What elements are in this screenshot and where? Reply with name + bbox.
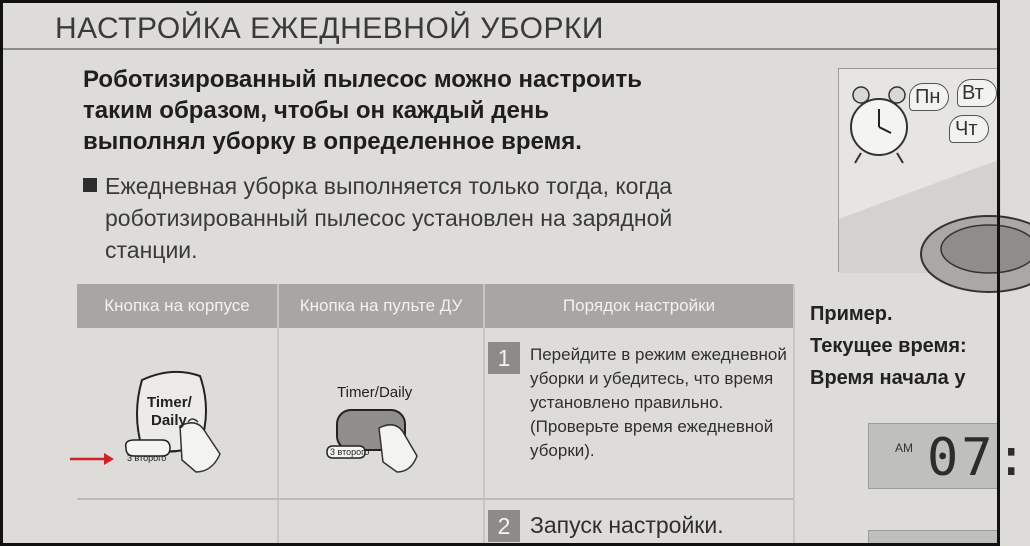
schedule-illustration	[838, 68, 1000, 272]
time-display-secondary	[868, 530, 1000, 546]
intro-text	[83, 64, 803, 157]
hold-seconds-label: 3 второго	[127, 453, 167, 463]
button-label-line: Timer/	[147, 394, 192, 411]
intro-line: Роботизированный пылесос можно настроить	[83, 66, 642, 93]
step-1-text	[530, 343, 787, 463]
step-number-badge: 1	[488, 342, 520, 374]
header-remote-button: Кнопка на пульте ДУ	[279, 284, 483, 328]
time-display	[868, 423, 1030, 489]
note-line: станции.	[105, 237, 198, 263]
header-setup-order: Порядок настройки	[485, 284, 793, 328]
example-block	[810, 298, 967, 394]
row-divider	[77, 498, 793, 500]
body-timer-button	[100, 360, 260, 480]
column-divider	[793, 284, 795, 546]
day-label: Чт	[955, 118, 978, 140]
title-divider	[0, 48, 1000, 50]
day-label: Пн	[915, 86, 941, 108]
day-label: Вт	[962, 82, 984, 104]
page-title: НАСТРОЙКА ЕЖЕДНЕВНОЙ УБОРКИ	[55, 12, 604, 45]
time-digits: 07:	[927, 428, 1030, 488]
step-line: уборки и убедитесь, что время	[530, 369, 774, 388]
hand-press-icon	[325, 380, 455, 480]
button-label-line: Daily	[151, 412, 187, 429]
step-line: Перейдите в режим ежедневной	[530, 345, 787, 364]
intro-line: выполнял уборку в определенное время.	[83, 128, 582, 155]
intro-line: таким образом, чтобы он каждый день	[83, 97, 550, 124]
note-line: Ежедневная уборка выполняется только тогда, когда	[105, 173, 673, 199]
red-arrow-icon	[70, 452, 114, 466]
remote-timer-button	[325, 380, 455, 480]
square-bullet-icon	[83, 178, 97, 192]
example-line: Пример.	[810, 303, 893, 325]
note-block	[83, 170, 803, 266]
column-divider	[277, 284, 279, 546]
step-number-badge: 2	[488, 510, 520, 542]
hold-seconds-label: 3 второго	[330, 447, 370, 457]
step-line: установлено правильно.	[530, 393, 724, 412]
note-line: роботизированный пылесос установлен на зарядной	[105, 205, 673, 231]
remote-button-label: Timer/Daily	[337, 384, 413, 401]
header-body-button: Кнопка на корпусе	[77, 284, 277, 328]
am-indicator: AM	[895, 441, 913, 455]
step-2-text: Запуск настройки.	[530, 512, 724, 538]
step-line: уборки).	[530, 441, 595, 460]
example-line: Текущее время:	[810, 335, 967, 357]
example-line: Время начала у	[810, 367, 966, 389]
column-divider	[483, 284, 485, 546]
step-line: (Проверьте время ежедневной	[530, 417, 774, 436]
